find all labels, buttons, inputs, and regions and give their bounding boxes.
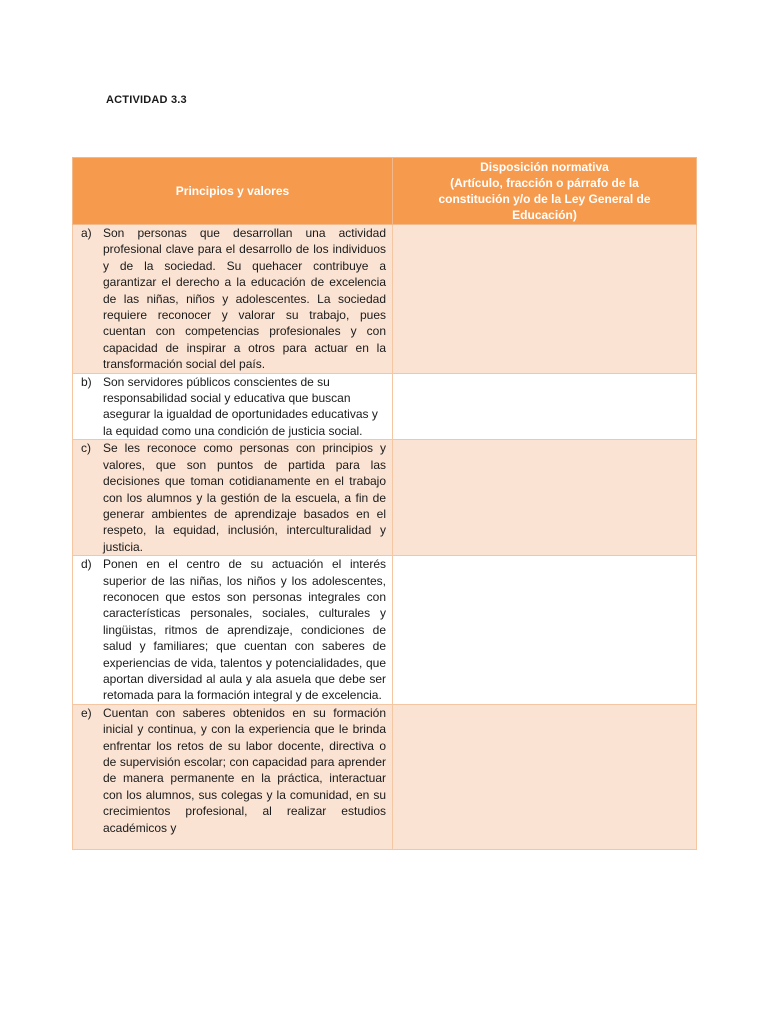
disposition-cell[interactable] bbox=[393, 225, 697, 374]
disposition-cell[interactable] bbox=[393, 556, 697, 705]
principle-cell bbox=[73, 704, 393, 849]
item-letter: a) bbox=[81, 226, 92, 240]
header-disposition-line: constitución y/o de la Ley General de bbox=[438, 192, 651, 206]
disposition-cell[interactable] bbox=[393, 704, 697, 849]
item-text: Son servidores públicos conscientes de su responsabilidad social y educativa que buscan asegurar la igualdad de oportunidades educativas y la equidad como una condición de justicia social. bbox=[103, 374, 378, 438]
item-text: Se les reconoce como personas con principios y valores, que son puntos de partida para las decisiones que toman cotidianamente en el trabajo con los alumnos y la gestión de la escuela, a fin de generar ambientes de aprendizaje basados en el respeto, la equidad, inclusión, interculturalidad y justicia. bbox=[103, 441, 386, 554]
item-letter: d) bbox=[81, 557, 92, 572]
header-disposition bbox=[393, 158, 697, 225]
item-letter: c) bbox=[81, 441, 91, 456]
item-text: Son personas que desarrollan una actividad profesional clave para el desarrollo de los individuos y de la sociedad. Su quehacer contribuye a garantizar el derecho a la educación de excelencia de las niñas, niños y adolescentes. La sociedad requiere reconocer y valorar su trabajo, pues cuentan con competencias profesionales y con capacidad de inspirar a otros para actuar en la transformación social del país. bbox=[103, 226, 386, 372]
header-disposition-line: Disposición normativa bbox=[480, 160, 609, 174]
disposition-cell[interactable] bbox=[393, 440, 697, 556]
table-row bbox=[73, 440, 697, 556]
item-letter: e) bbox=[81, 705, 92, 720]
disposition-cell[interactable] bbox=[393, 373, 697, 440]
table-row bbox=[73, 704, 697, 849]
principle-cell bbox=[73, 225, 393, 374]
table-row bbox=[73, 556, 697, 705]
principle-cell bbox=[73, 373, 393, 440]
item-text: Cuentan con saberes obtenidos en su formación inicial y continua, y con la experiencia que le brinda enfrentar los retos de su labor docente, directiva o de supervisión escolar; con capacidad para aprender de manera permanente en la práctica, interactuar con los alumnos, sus colegas y la comunidad, en su crecimientos profesional, al realizar estudios académicos y bbox=[103, 705, 386, 835]
item-letter: b) bbox=[81, 374, 92, 389]
table-row bbox=[73, 373, 697, 440]
principle-cell bbox=[73, 556, 393, 705]
table-header-row bbox=[73, 158, 697, 225]
header-principles: Principios y valores bbox=[73, 158, 393, 225]
header-disposition-line: (Artículo, fracción o párrafo de la bbox=[450, 176, 639, 190]
principle-cell bbox=[73, 440, 393, 556]
activity-title: ACTIVIDAD 3.3 bbox=[106, 94, 187, 106]
header-disposition-line: Educación) bbox=[512, 208, 577, 222]
table-row bbox=[73, 225, 697, 374]
principles-table bbox=[72, 157, 697, 850]
item-text: Ponen en el centro de su actuación el interés superior de las niñas, los niños y los adolescentes, reconocen que estos son personas integrales con características personales, sociales, culturales y lingüistas, ritmos de aprendizaje, condiciones de salud y familiares; que cuentan con saberes de experiencias de vida, talentos y potencialidades, que aportan diversidad al aula y ala asuela que debe ser retomada para la formación integral y de excelencia. bbox=[103, 557, 386, 703]
